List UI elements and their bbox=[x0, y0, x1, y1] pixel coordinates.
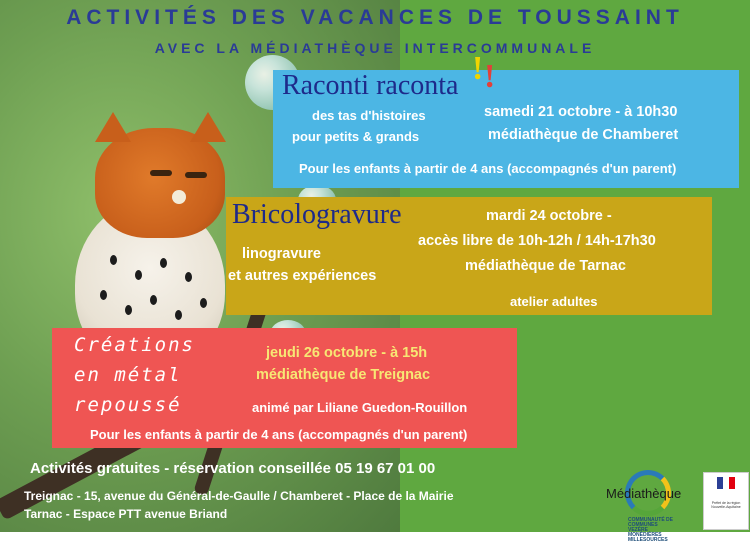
event-bricologravure-audience: atelier adultes bbox=[510, 294, 598, 309]
event-metal-title-1: Créations bbox=[74, 334, 195, 356]
footer-info: Activités gratuites - réservation conseillée 05 19 67 01 00 bbox=[30, 460, 436, 477]
event-metal-title-2: en métal bbox=[74, 364, 182, 386]
mediatheque-logo-small: COMMUNAUTÉ DE COMMUNES VEZÈRE MONÉDIÈRES MILLESOURCES bbox=[628, 517, 673, 543]
event-raconti-desc-1: des tas d'histoires bbox=[312, 108, 426, 123]
government-logo bbox=[703, 472, 749, 530]
event-bricologravure-date: mardi 24 octobre - bbox=[486, 208, 612, 224]
owl-beak bbox=[172, 190, 186, 204]
footer-address-1: Treignac - 15, avenue du Général-de-Gaulle / Chamberet - Place de la Mairie bbox=[24, 489, 454, 503]
event-metal-date: jeudi 26 octobre - à 15h bbox=[266, 345, 428, 361]
event-raconti-audience: Pour les enfants à partir de 4 ans (accompagnés d'un parent) bbox=[299, 161, 677, 176]
event-bricologravure-place: médiathèque de Tarnac bbox=[465, 258, 626, 274]
government-logo-label: Préfet de la région Nouvelle-Aquitaine bbox=[711, 501, 741, 509]
event-metal-title-3: repoussé bbox=[74, 394, 182, 416]
event-bricologravure-desc-2: et autres expériences bbox=[228, 268, 377, 284]
event-raconti-date: samedi 21 octobre - à 10h30 bbox=[484, 104, 678, 120]
owl-eye-left bbox=[150, 170, 172, 176]
event-metal-host: animé par Liliane Guedon-Rouillon bbox=[252, 400, 468, 415]
event-metal-audience: Pour les enfants à partir de 4 ans (accompagnés d'un parent) bbox=[90, 427, 468, 442]
event-metal-place: médiathèque de Treignac bbox=[256, 367, 431, 383]
page-subtitle: AVEC LA MÉDIATHÈQUE INTERCOMMUNALE bbox=[154, 40, 596, 56]
page-title: ACTIVITÉS DES VACANCES DE TOUSSAINT bbox=[66, 6, 684, 29]
mediatheque-logo-label: Médiathèque bbox=[606, 486, 682, 501]
owl-ear-right bbox=[190, 112, 226, 142]
exclamation-red: ! bbox=[484, 58, 496, 95]
french-flag-icon bbox=[717, 477, 735, 489]
footer-address-2: Tarnac - Espace PTT avenue Briand bbox=[24, 507, 228, 521]
event-raconti-place: médiathèque de Chamberet bbox=[488, 127, 679, 143]
owl-head bbox=[95, 128, 225, 238]
owl-eye-right bbox=[185, 172, 207, 178]
event-bricologravure-title: Bricologravure bbox=[232, 199, 402, 230]
owl-ear-left bbox=[95, 112, 131, 142]
event-bricologravure-hours: accès libre de 10h-12h / 14h-17h30 bbox=[418, 233, 656, 249]
event-bricologravure-desc-1: linogravure bbox=[242, 246, 321, 262]
event-raconti-desc-2: pour petits & grands bbox=[292, 129, 420, 144]
exclamation-yellow: ! bbox=[472, 50, 484, 87]
event-raconti-title: Raconti raconta bbox=[282, 70, 459, 101]
